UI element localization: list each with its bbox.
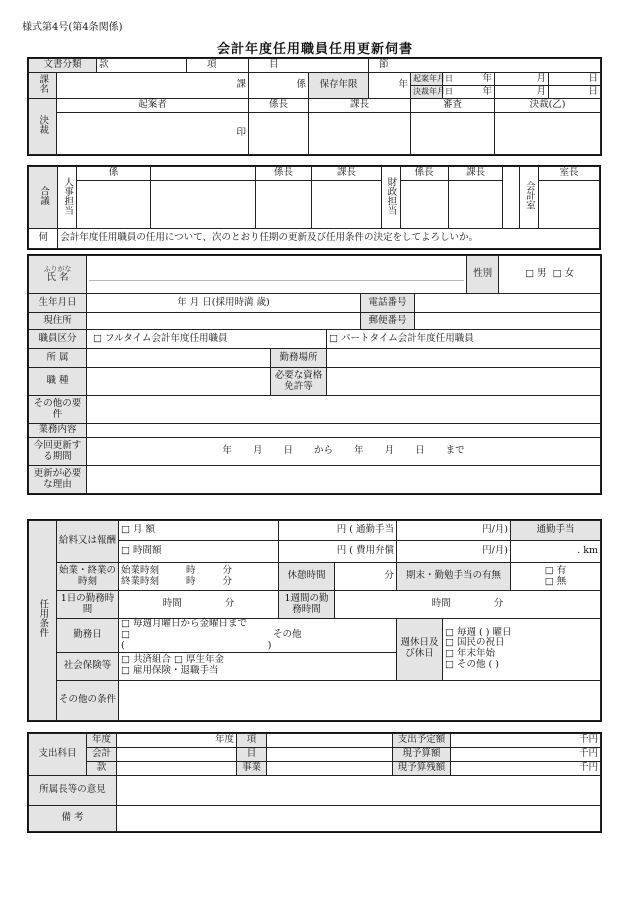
form-number: 様式第4号(第4条関係) [22,22,123,33]
qualification-label: 必要な資格免許等 [271,368,327,396]
weekly-hours-field[interactable]: 時間 分 [335,591,601,619]
zaisei-tanto-label: 財政担当 [381,167,400,229]
budget-jigyo-label: 事業 [237,762,267,776]
approval-kakaricho-field[interactable] [249,113,309,155]
holiday-options[interactable]: □ 毎週 ( ) 曜日 □ 国民の祝日 □ 年末年始 □ その他 ( ) [443,619,601,681]
kaikeishitsu-label: 会計室 [520,167,539,229]
female-checkbox[interactable]: □ 女 [552,268,575,280]
bunsho-bunrui-label: 文書分類 [29,59,97,73]
postal-field[interactable] [415,313,601,330]
start-end-label: 始業・終業の時刻 [57,563,119,591]
ka-field[interactable]: 課 [57,73,249,99]
kou-label: 項 [187,59,249,73]
affiliation-field[interactable] [87,349,271,368]
planned-field[interactable]: 千円 [451,734,601,748]
budget-label: 支出科目 [29,734,87,776]
insurance-options[interactable]: □ 共済組合 □ 厚生年金 □ 雇用保険・退職手当 [119,652,397,680]
remarks-label: 備 考 [29,806,117,832]
zaisei-kakaricho-field[interactable] [400,181,448,229]
budget-nendo-label: 年度 [87,734,117,748]
kessai-day[interactable]: 日 [549,86,601,99]
job-label: 職 種 [29,368,87,396]
budget-table [28,733,601,832]
sex-label: 性別 [467,256,499,294]
approval-kakaricho-label: 係長 [249,99,309,113]
header-table [28,58,601,155]
approval-kacho-label: 課長 [309,99,411,113]
commute-label: 通勤手当 [511,521,601,541]
budget-kou-field[interactable] [267,734,393,748]
consult-kakari-label: 係 [77,167,150,181]
blank-col [503,167,520,229]
consult-kakari-field-2[interactable] [150,181,255,229]
reason-label: 更新が必要な理由 [29,466,87,494]
kamei-label: 課名 [29,73,57,99]
parttime-checkbox[interactable]: □ パートタイム会計年度任用職員 [327,330,601,349]
zaisei-kacho-label: 課長 [448,167,503,181]
workday-options[interactable]: □ 毎週月曜日から金曜日まで □ その他 ( ) [119,619,397,653]
shitsucho-field[interactable] [539,181,600,229]
workday-label: 勤務日 [57,619,119,653]
yen-commute: 円 ( 通勤手当 [279,521,397,541]
document-title: 会計年度任用職員任用更新伺書 [216,42,413,57]
budget-nendo-field[interactable]: 年度 [117,734,237,748]
consult-table [28,166,600,249]
postal-label: 郵便番号 [361,313,415,330]
kessai-otsu-field[interactable] [495,113,601,155]
weekly-hours-label: 1週間の勤務時間 [279,591,335,619]
budget-kaikei-label: 会計 [87,748,117,762]
kessai-year[interactable]: 年 [443,86,495,99]
shinsa-label: 審査 [411,99,495,113]
consult-kacho-field[interactable] [312,181,381,229]
yen-expense: 円 ( 費用弁償 [279,541,397,563]
reason-field[interactable] [87,466,601,494]
kian-year[interactable]: 年 [443,73,495,86]
consult-kakari-blank [150,167,255,181]
moku-label: 目 [249,59,369,73]
other-cond-label: その他の条件 [57,680,119,720]
pay-label: 給料又は報酬 [57,521,119,563]
daily-hours-field[interactable]: 時間 分 [119,591,279,619]
opinion-label: 所属長等の意見 [29,776,117,806]
person-table [28,255,601,494]
kakari-field[interactable]: 係 [249,73,309,99]
shinsa-field[interactable] [411,113,495,155]
remarks-field[interactable] [117,806,601,832]
bonus-options[interactable]: □ 有 □ 無 [511,563,601,591]
birth-field[interactable]: 年 月 日(採用時満 歳) [87,294,361,313]
inquiry-text: 会計年度任用職員の任用について、次のとおり任期の更新及び任用条件の決定をしてよろしいか。 [58,229,600,249]
zaisei-kacho-field[interactable] [448,181,503,229]
duties-field[interactable] [87,424,601,438]
consult-kacho-label: 課長 [312,167,381,181]
budget-kou-label: 項 [237,734,267,748]
phone-field[interactable] [415,294,601,313]
fulltime-checkbox[interactable]: □ フルタイム会計年度任用職員 [87,330,327,349]
other-cond-field[interactable] [119,680,601,720]
name-field[interactable] [87,256,467,294]
other-req-label: その他の要件 [29,396,87,424]
consult-kakaricho-field[interactable] [255,181,312,229]
qualification-field[interactable] [327,368,601,396]
insurance-label: 社会保険等 [57,652,119,680]
budget-kan-label: 款 [87,762,117,776]
hourly-checkbox[interactable]: □ 時間額 [119,541,279,563]
km-field[interactable]: . km [511,541,601,563]
kessai-month[interactable]: 月 [495,86,549,99]
address-label: 現住所 [29,313,87,330]
hozon-nengen-field[interactable]: 年 [369,73,411,99]
conditions-section-label: 任用条件 [29,521,57,721]
remaining-label: 現予算残額 [393,762,451,776]
per-month-1: 円/月) [397,521,511,541]
zaisei-kakaricho-label: 係長 [400,167,448,181]
holiday-label: 週休日及び休日 [397,619,443,681]
kian-date-label: 起案年月日 [411,73,443,86]
name-label: ふりがな 氏 名 [29,256,87,294]
other-req-field[interactable] [87,396,601,424]
kessai-otsu-label: 決裁(乙) [495,99,601,113]
consult-kakari-field[interactable] [77,181,150,229]
opinion-field[interactable] [117,776,601,806]
conditions-table [28,520,601,721]
planned-label: 支出予定額 [393,734,451,748]
break-label: 休憩時間 [279,563,335,591]
budget-moku-field[interactable] [267,748,393,762]
budget-moku-label: 目 [237,748,267,762]
monthly-checkbox[interactable]: □ 月 額 [119,521,279,541]
shitsucho-label: 室長 [539,167,600,181]
birth-label: 生年月日 [29,294,87,313]
approval-kacho-field[interactable] [309,113,411,155]
workplace-field[interactable] [327,349,601,368]
period-label: 今回更新する期間 [29,438,87,466]
kian-day[interactable]: 日 [549,73,601,86]
affiliation-label: 所 属 [29,349,87,368]
period-field[interactable]: 年 月 日 から 年 月 日 まで [87,438,601,466]
inquiry-label: 伺 [29,229,58,249]
per-month-2: 円/月) [397,541,511,563]
address-field[interactable] [87,313,361,330]
budget-jigyo-field[interactable] [267,762,393,776]
consult-kakaricho-label: 係長 [255,167,312,181]
current-label: 現予算額 [393,748,451,762]
daily-hours-label: 1日の勤務時間 [57,591,119,619]
kessai-label: 決裁 [29,99,57,155]
workplace-label: 勤務場所 [271,349,327,368]
sex-options[interactable] [499,256,601,294]
setsu-label: 節 [369,59,601,73]
kessai-date-label: 決裁年月日 [411,86,443,99]
category-label: 職員区分 [29,330,87,349]
phone-label: 電話番号 [361,294,415,313]
duties-label: 業務内容 [29,424,87,438]
bonus-label: 期末・勤勉手当の有無 [397,563,511,591]
jinji-tanto-label: 人事担当 [58,167,77,229]
kiansha-label: 起案者 [57,99,249,113]
job-field[interactable] [87,368,271,396]
kiansha-seal-field[interactable]: 印 [57,113,249,155]
start-end-field[interactable]: 始業時刻 時 分 終業時刻 時 分 [119,563,279,591]
hozon-nengen-label: 保存年限 [309,73,369,99]
kan-label: 款 [97,59,187,73]
current-field[interactable]: 千円 [451,748,601,762]
break-field[interactable]: 分 [335,563,397,591]
male-checkbox[interactable]: □ 男 [525,268,547,280]
remaining-field[interactable]: 千円 [451,762,601,776]
budget-kan-field[interactable] [117,762,237,776]
aigi-label: 合議 [29,167,58,229]
kian-month[interactable]: 月 [495,73,549,86]
budget-kaikei-field[interactable] [117,748,237,762]
